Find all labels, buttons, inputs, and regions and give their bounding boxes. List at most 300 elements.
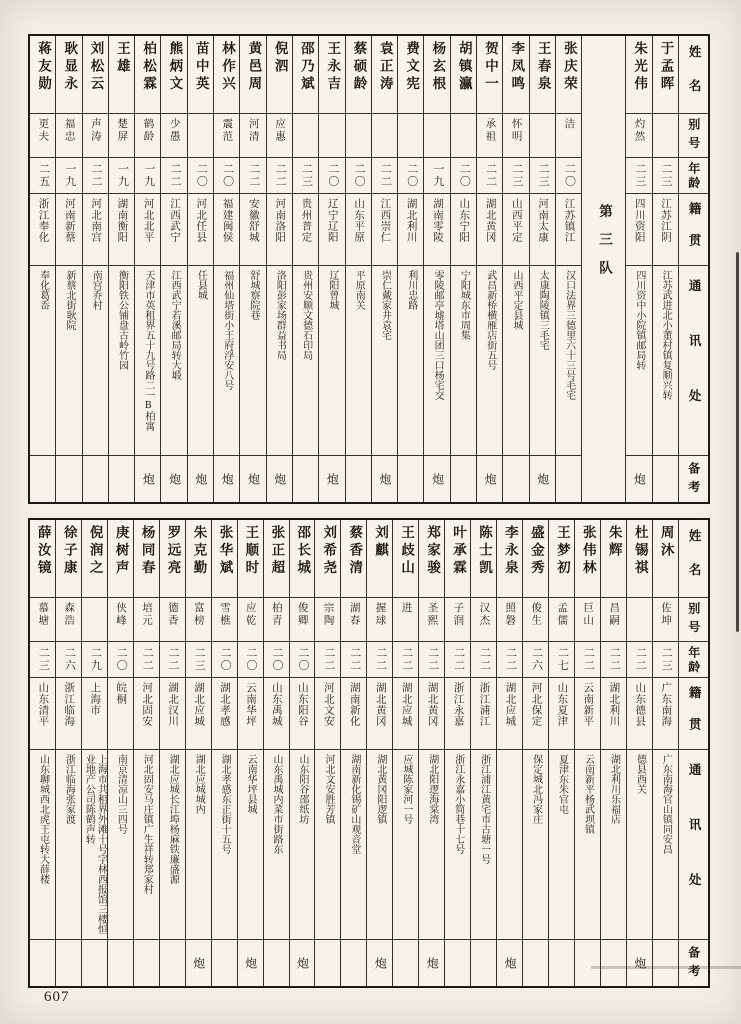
name-text: 叶承霖 <box>451 525 467 578</box>
name-cell <box>108 520 133 598</box>
age-cell <box>56 158 81 194</box>
name-text: 刘希尧 <box>321 525 337 578</box>
native-place-cell <box>267 194 292 266</box>
address-cell <box>451 266 476 456</box>
age-cell <box>264 642 289 678</box>
native-text: 上海市 <box>89 682 101 716</box>
remark-cell <box>346 456 371 502</box>
remark-cell <box>293 456 318 502</box>
alias-cell <box>293 114 318 158</box>
remark-cell <box>56 456 81 502</box>
address-text: 湖北孝感东正街十五号 <box>219 754 231 854</box>
address-cell <box>108 750 133 940</box>
native-text: 湖南衡阳 <box>116 198 128 243</box>
name-cell <box>188 36 213 114</box>
remark-cell <box>240 456 265 502</box>
age-text: 二三 <box>660 163 673 188</box>
roster-column <box>187 36 213 502</box>
address-text: 宁阳城东市周集 <box>458 270 470 340</box>
age-cell <box>109 158 134 194</box>
address-cell <box>212 750 237 940</box>
remark-cell <box>523 940 548 986</box>
native-text: 河北保定 <box>530 682 542 727</box>
address-cell <box>471 750 496 940</box>
address-cell <box>393 750 418 940</box>
name-cell <box>503 36 528 114</box>
alias-text: 照磐 <box>504 602 516 627</box>
native-place-cell <box>653 194 678 266</box>
address-text: 湖北应城长江埠杨麻铁廉盛源 <box>167 754 179 884</box>
native-text: 贵州普定 <box>300 198 312 243</box>
age-text: 二〇 <box>353 163 366 188</box>
address-text: 夏津东朱官屯 <box>556 754 568 814</box>
alias-cell <box>471 598 496 642</box>
row-header-remark-label: 备考 <box>686 462 701 500</box>
address-text: 衡阳铁公铺盘古岭竹园 <box>116 270 128 370</box>
alias-text: 更夫 <box>37 118 49 143</box>
age-cell <box>188 158 213 194</box>
native-place-cell <box>419 678 444 750</box>
alias-text: 宗陶 <box>322 602 334 627</box>
age-cell <box>134 642 159 678</box>
alias-cell <box>56 598 81 642</box>
native-place-cell <box>367 678 392 750</box>
address-cell <box>367 750 392 940</box>
address-cell <box>134 750 159 940</box>
roster-column <box>423 36 449 502</box>
address-cell <box>160 750 185 940</box>
native-text: 湖南零陵 <box>431 198 443 243</box>
name-text: 张庆荣 <box>561 41 577 94</box>
roster-column <box>30 36 55 502</box>
remark-text: 炮 <box>191 957 206 969</box>
address-cell <box>56 750 81 940</box>
native-text: 山东阳谷 <box>296 682 308 727</box>
age-text: 一九 <box>142 163 155 188</box>
remark-text: 炮 <box>430 473 445 485</box>
native-place-cell <box>109 194 134 266</box>
remark-text: 炮 <box>167 473 182 485</box>
name-text: 张华斌 <box>217 525 233 578</box>
address-text: 平原南关 <box>353 270 365 310</box>
address-text: 任县城 <box>195 270 207 300</box>
native-place-cell <box>393 678 418 750</box>
age-text: 二三 <box>537 163 550 188</box>
remark-text: 炮 <box>373 957 388 969</box>
remark-cell <box>530 456 555 502</box>
name-cell <box>372 36 397 114</box>
address-text: 湖北黄冈阳逻镇 <box>374 754 386 824</box>
native-place-cell <box>653 678 678 750</box>
remark-cell <box>503 456 528 502</box>
row-header-age <box>679 642 708 678</box>
age-cell <box>108 642 133 678</box>
address-text: 湖北利川乐福店 <box>608 754 620 824</box>
age-text: 二〇 <box>270 647 283 672</box>
row-header-name <box>679 36 708 114</box>
address-cell <box>161 266 186 456</box>
name-cell <box>83 36 108 114</box>
address-text: 四川资中小院镇邮局转 <box>633 270 645 370</box>
age-text: 二〇 <box>195 163 208 188</box>
name-cell <box>315 520 340 598</box>
native-place-cell <box>30 194 55 266</box>
native-place-cell <box>445 678 470 750</box>
native-text: 山东清平 <box>37 682 49 727</box>
roster-column <box>626 520 652 986</box>
native-place-cell <box>240 194 265 266</box>
address-text: 河北固安马庄镇广生祥转郑家村 <box>141 754 153 894</box>
address-text: 上海市共租界外滩十号字林西报馆三楼恒业地产公司陈鹤声转 <box>83 754 107 934</box>
address-text: 舒城察院巷 <box>248 270 260 320</box>
age-text: 二二 <box>426 647 439 672</box>
alias-text: 怀明 <box>510 118 522 143</box>
roster-column <box>81 520 107 986</box>
name-text: 王永吉 <box>325 41 341 94</box>
roster-column <box>211 520 237 986</box>
address-text: 江西武宁若溪邮局转大塅 <box>169 270 181 380</box>
name-cell <box>424 36 449 114</box>
name-cell <box>56 520 81 598</box>
alias-cell <box>503 114 528 158</box>
name-cell <box>627 520 652 598</box>
age-text: 二七 <box>556 647 569 672</box>
name-cell <box>367 520 392 598</box>
native-text: 湖北孝感 <box>219 682 231 727</box>
remark-text: 炮 <box>295 957 310 969</box>
native-place-cell <box>264 678 289 750</box>
address-text: 湖北阳逻海棠湾 <box>426 754 438 824</box>
roster-column <box>470 520 496 986</box>
name-text: 庚树声 <box>113 525 129 578</box>
native-place-cell <box>212 678 237 750</box>
native-place-cell <box>82 678 107 750</box>
remark-text: 炮 <box>503 957 518 969</box>
address-cell <box>424 266 449 456</box>
address-cell <box>653 266 678 456</box>
name-cell <box>419 520 444 598</box>
alias-text: 孟儒 <box>556 602 568 627</box>
address-text: 湖北应城城内 <box>193 754 205 814</box>
alias-text: 森浩 <box>63 602 75 627</box>
age-cell <box>424 158 449 194</box>
roster-column <box>371 36 397 502</box>
age-cell <box>556 158 581 194</box>
address-text: 辽阳曾城 <box>326 270 338 310</box>
native-text: 河南洛阳 <box>274 198 286 243</box>
name-text: 王顺时 <box>243 525 259 578</box>
remark-cell <box>556 456 581 502</box>
name-text: 李凤鸣 <box>509 41 525 94</box>
name-text: 邵长城 <box>295 525 311 578</box>
name-cell <box>161 36 186 114</box>
address-text: 湖南新化锡矿山观音堂 <box>348 754 360 854</box>
remark-cell <box>134 940 159 986</box>
address-cell <box>109 266 134 456</box>
alias-cell <box>212 598 237 642</box>
age-cell <box>56 642 81 678</box>
age-text: 二二 <box>400 647 413 672</box>
alias-text: 应惠 <box>273 118 285 143</box>
remark-cell <box>161 456 186 502</box>
native-text: 山东德县 <box>634 682 646 727</box>
squad-label: 第三队 <box>597 204 613 290</box>
address-text: 浙江永嘉小简巷十七号 <box>452 754 464 854</box>
address-cell <box>556 266 581 456</box>
row-header-native-label: 籍贯 <box>687 686 702 749</box>
remark-cell <box>188 456 213 502</box>
address-cell <box>341 750 366 940</box>
alias-text: 进 <box>400 602 412 615</box>
age-text: 二二 <box>452 647 465 672</box>
remark-cell <box>393 940 418 986</box>
name-text: 朱辉 <box>606 525 622 561</box>
age-text: 二〇 <box>563 163 576 188</box>
age-cell <box>290 642 315 678</box>
name-text: 蒋友勋 <box>35 41 51 94</box>
remark-cell <box>451 456 476 502</box>
name-text: 陈士凯 <box>476 525 492 578</box>
age-text: 二三 <box>660 647 673 672</box>
native-text: 皖桐 <box>115 682 127 705</box>
remark-cell <box>477 456 502 502</box>
row-header-address-label: 通讯处 <box>687 763 702 928</box>
header-column <box>678 36 708 502</box>
roster-column <box>555 36 581 502</box>
alias-cell <box>109 114 134 158</box>
address-cell <box>575 750 600 940</box>
age-cell <box>135 158 160 194</box>
remark-text: 炮 <box>193 473 208 485</box>
age-text: 二〇 <box>326 163 339 188</box>
row-header-alias <box>679 114 708 158</box>
alias-cell <box>346 114 371 158</box>
address-text: 浙江临海张家渡 <box>63 754 75 824</box>
age-text: 二〇 <box>115 647 128 672</box>
alias-cell <box>549 598 574 642</box>
name-text: 蔡硕龄 <box>351 41 367 94</box>
alias-cell <box>393 598 418 642</box>
name-cell <box>451 36 476 114</box>
roster-column <box>600 520 626 986</box>
remark-cell <box>549 940 574 986</box>
native-place-cell <box>186 678 211 750</box>
native-text: 山东禹城 <box>270 682 282 727</box>
age-text: 二六 <box>63 647 76 672</box>
age-text: 二二 <box>582 647 595 672</box>
address-cell <box>293 266 318 456</box>
remark-cell <box>238 940 263 986</box>
roster-column <box>107 520 133 986</box>
name-cell <box>497 520 522 598</box>
native-text: 安徽舒城 <box>247 198 259 243</box>
alias-text: 汉杰 <box>478 602 490 627</box>
row-header-native <box>679 194 708 266</box>
name-cell <box>214 36 239 114</box>
age-cell <box>523 642 548 678</box>
alias-text: 少愚 <box>168 118 180 143</box>
roster-column <box>502 36 528 502</box>
address-cell <box>626 266 651 456</box>
age-cell <box>267 158 292 194</box>
alias-cell <box>160 598 185 642</box>
age-text: 二三 <box>300 163 313 188</box>
name-cell <box>341 520 366 598</box>
roster-column <box>397 36 423 502</box>
roster-column <box>418 520 444 986</box>
native-text: 湖南新化 <box>348 682 360 727</box>
roster-column <box>496 520 522 986</box>
name-cell <box>293 36 318 114</box>
address-cell <box>238 750 263 940</box>
roster-column <box>476 36 502 502</box>
remark-cell <box>626 456 651 502</box>
age-text: 二〇 <box>245 647 258 672</box>
row-header-address-label: 通讯处 <box>687 279 702 444</box>
age-cell <box>626 158 651 194</box>
squad-divider-column <box>581 36 625 502</box>
name-cell <box>523 520 548 598</box>
native-text: 辽宁辽阳 <box>326 198 338 243</box>
address-text: 洛阳彭家场群益书局 <box>274 270 286 360</box>
name-cell <box>290 520 315 598</box>
remark-cell <box>601 940 626 986</box>
alias-text: 灼然 <box>633 118 645 143</box>
alias-cell <box>398 114 423 158</box>
age-text: 二二 <box>504 647 517 672</box>
address-text: 德县西关 <box>634 754 646 794</box>
native-text: 河北文安 <box>322 682 334 727</box>
name-cell <box>238 520 263 598</box>
roster-column <box>213 36 239 502</box>
address-cell <box>240 266 265 456</box>
address-text: 太康陶陵镇三毛宅 <box>537 270 549 350</box>
native-place-cell <box>319 194 344 266</box>
age-cell <box>471 642 496 678</box>
roster-column <box>529 36 555 502</box>
address-text: 利川忠路 <box>405 270 417 310</box>
address-cell <box>30 266 55 456</box>
native-text: 河南新蔡 <box>63 198 75 243</box>
remark-cell <box>109 456 134 502</box>
alias-cell <box>82 598 107 642</box>
age-text: 二二 <box>374 647 387 672</box>
remark-cell <box>341 940 366 986</box>
name-text: 于孟晖 <box>658 41 674 94</box>
address-cell <box>135 266 160 456</box>
name-text: 王春泉 <box>535 41 551 94</box>
address-text: 崇仁戴家井袁宅 <box>379 270 391 340</box>
native-text: 山东宁阳 <box>458 198 470 243</box>
name-text: 徐子康 <box>61 525 77 578</box>
native-place-cell <box>346 194 371 266</box>
remark-cell <box>186 940 211 986</box>
remark-text: 炮 <box>377 473 392 485</box>
age-text: 二二 <box>247 163 260 188</box>
address-cell <box>398 266 423 456</box>
age-text: 二二 <box>322 647 335 672</box>
age-text: 二九 <box>89 647 102 672</box>
age-text: 二二 <box>478 647 491 672</box>
scan-artifact-right-edge <box>736 252 739 632</box>
row-header-address <box>679 266 708 456</box>
name-text: 黄邑周 <box>246 41 262 94</box>
native-text: 浙江浦江 <box>478 682 490 727</box>
address-cell <box>186 750 211 940</box>
row-header-remark <box>679 456 708 502</box>
native-place-cell <box>83 194 108 266</box>
age-text: 二三 <box>193 647 206 672</box>
age-cell <box>530 158 555 194</box>
roster-column <box>366 520 392 986</box>
alias-cell <box>83 114 108 158</box>
age-cell <box>653 642 678 678</box>
native-text: 山东夏津 <box>556 682 568 727</box>
address-text: 云南华坪县城 <box>245 754 257 814</box>
native-place-cell <box>161 194 186 266</box>
header-column <box>678 520 708 986</box>
row-header-name <box>679 520 708 598</box>
roster-column <box>289 520 315 986</box>
name-cell <box>134 520 159 598</box>
age-cell <box>83 158 108 194</box>
name-text: 王歧山 <box>399 525 415 578</box>
address-text: 浙江浦江黄宅市古塘一号 <box>478 754 490 864</box>
name-cell <box>264 520 289 598</box>
remark-cell <box>497 940 522 986</box>
age-text: 二二 <box>274 163 287 188</box>
row-header-remark-label: 备考 <box>686 946 701 984</box>
address-cell <box>530 266 555 456</box>
age-text: 二二 <box>484 163 497 188</box>
alias-cell <box>523 598 548 642</box>
name-cell <box>601 520 626 598</box>
roster-column <box>318 36 344 502</box>
name-cell <box>393 520 418 598</box>
native-place-cell <box>523 678 548 750</box>
native-text: 湖北汉川 <box>167 682 179 727</box>
age-cell <box>346 158 371 194</box>
roster-column <box>548 520 574 986</box>
remark-cell <box>367 940 392 986</box>
address-cell <box>267 266 292 456</box>
age-cell <box>240 158 265 194</box>
native-place-cell <box>188 194 213 266</box>
remark-cell <box>160 940 185 986</box>
native-text: 山东平原 <box>353 198 365 243</box>
native-text: 江西崇仁 <box>379 198 391 243</box>
native-place-cell <box>626 194 651 266</box>
native-text: 福建闽侯 <box>221 198 233 243</box>
roster-column <box>522 520 548 986</box>
native-place-cell <box>398 194 423 266</box>
remark-cell <box>315 940 340 986</box>
roster-column <box>108 36 134 502</box>
native-text: 江西武宁 <box>169 198 180 243</box>
native-place-cell <box>315 678 340 750</box>
address-cell <box>56 266 81 456</box>
age-cell <box>601 642 626 678</box>
native-text: 浙江临海 <box>63 682 75 727</box>
name-cell <box>346 36 371 114</box>
roster-column <box>652 36 678 502</box>
roster-column <box>340 520 366 986</box>
name-text: 周沐 <box>658 525 674 561</box>
row-header-name-label: 姓名 <box>687 529 702 597</box>
remark-text: 炮 <box>246 473 261 485</box>
name-text: 费文宪 <box>404 41 420 94</box>
age-cell <box>367 642 392 678</box>
